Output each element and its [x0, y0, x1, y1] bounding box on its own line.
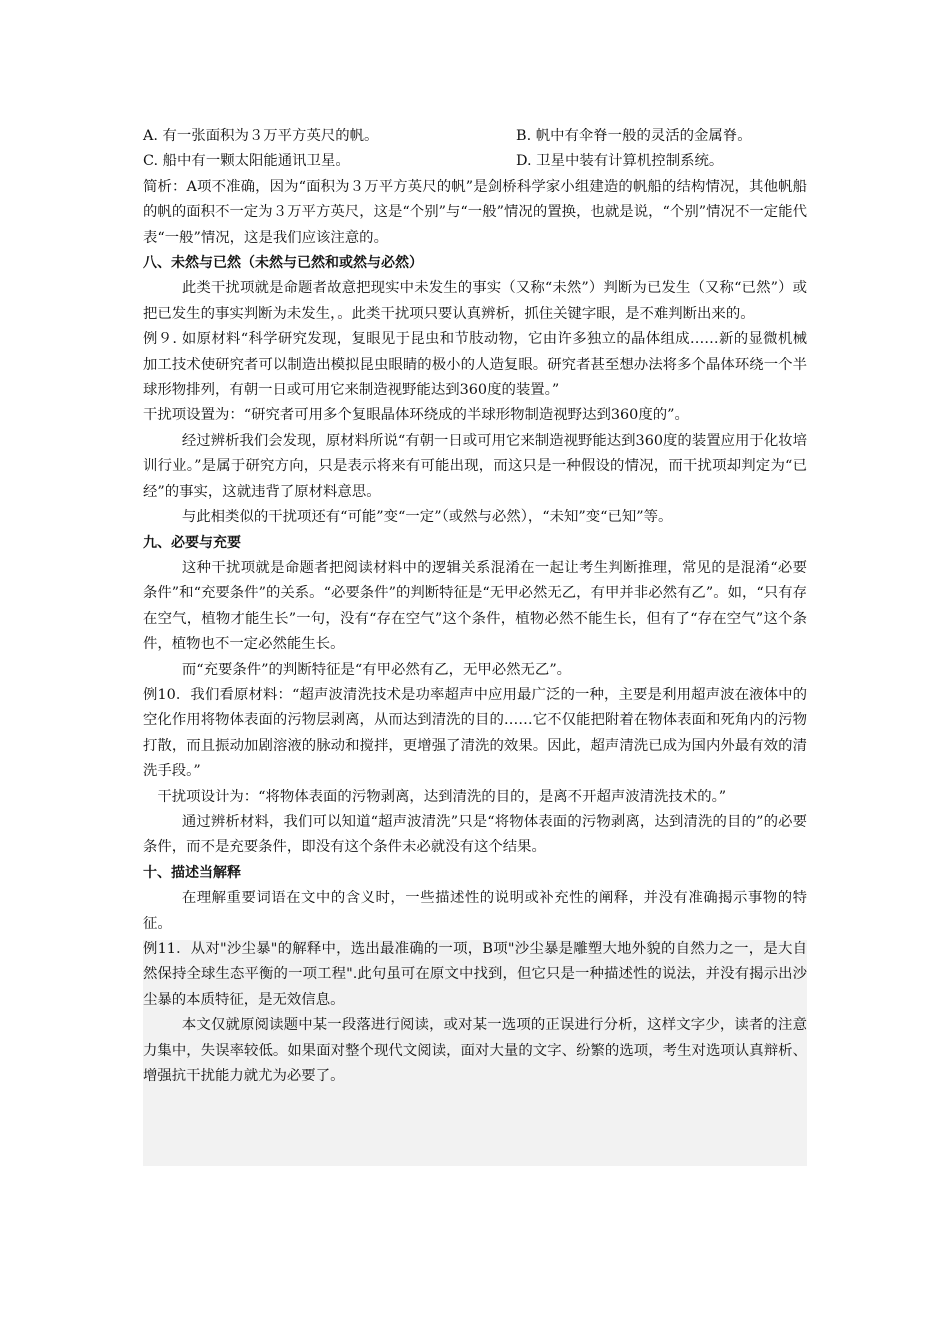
- example-9: 例９. 如原材料“科学研究发现，复眼见于昆虫和节肢动物，它由许多独立的晶体组成……新的显微机械加工技术使研究者可以制造出模拟昆虫眼睛的极小的人造复眼。研究者甚至想办法将多个晶体环绕一个半球形物排列，有朝一日或可用它来制造视野能达到360度的装置。”: [143, 331, 807, 399]
- analysis-9: 经过辨析我们会发现，原材料所说“有朝一日或可用它来制造视野能达到360度的装置应用于化妆培训行业。”是属于研究方向，只是表示将来有可能出现，而这只是一种假设的情况，而干扰项却判定为“已经”的事实，这就违背了原材料意思。: [143, 432, 807, 500]
- options-row-2: [143, 149, 807, 174]
- option-b: B. 帆中有伞脊一般的灵活的金属脊。: [516, 128, 752, 144]
- sufficient-condition: 而“充要条件”的判断特征是“有甲必然有乙，无甲必然无乙”。: [181, 661, 572, 678]
- section9-intro: 这种干扰项就是命题者把阅读材料中的逻辑关系混淆在一起让考生判断推理，常见的是混淆“必要条件”和“充要条件”的关系。“必要条件”的判断特征是“无甲必然无乙，有甲并非必然有乙”。如，“只有存在空气，植物才能生长”一句，没有“存在空气”这个条件，植物必然不能生长，但有了“存在空气”这个条件，植物也不一定必然能生长。: [143, 559, 807, 653]
- analysis-10: 通过辨析材料，我们可以知道“超声波清洗”只是“将物体表面的污物剥离，达到清洗的目的”的必要条件，而不是充要条件，即没有这个条件未必就没有这个结果。: [143, 813, 807, 856]
- document-page: [143, 124, 807, 1089]
- example-11: 例11．从对"沙尘暴"的解释中，选出最准确的一项，B项"沙尘暴是雕塑大地外貌的自然力之一，是大自然保持全球生态平衡的一项工程".此句虽可在原文中找到，但它只是一种描述性的说法，并没有揭示出沙尘暴的本质特征，是无效信息。: [143, 941, 807, 1008]
- section9-heading: 九、必要与充要: [143, 534, 241, 551]
- option-d: D. 卫星中装有计算机控制系统。: [516, 153, 724, 170]
- section10-intro: 在理解重要词语在文中的含义时，一些描述性的说明或补充性的阐释，并没有准确揭示事物的特征。: [143, 890, 807, 932]
- options-row-1: [143, 124, 807, 149]
- similar-distractors: 与此相类似的干扰项还有“可能”变“一定”（或然与必然），“未知”变“已知”等。: [181, 509, 673, 526]
- distractor-10: 干扰项设计为：“将物体表面的污物剥离，达到清洗的目的，是离不开超声波清洗技术的。”: [157, 788, 727, 805]
- distractor-9: 干扰项设置为：“研究者可用多个复眼晶体环绕成的半球形物制造视野达到360度的”。: [143, 407, 689, 424]
- option-c: C. 船中有一颗太阳能通讯卫星。: [143, 153, 350, 170]
- section8-heading: 八、未然与已然（未然与已然和或然与必然）: [143, 255, 423, 272]
- conclusion-paragraph: 本文仅就原阅读题中某一段落进行阅读，或对某一选项的正误进行分析，这样文字少，读者的注意力集中，失误率较低。如果面对整个现代文阅读，面对大量的文字、纷繁的选项，考生对选项认真辩析、增强抗干扰能力就尤为必要了。: [143, 1017, 807, 1085]
- section8-intro: 此类干扰项就是命题者故意把现实中未发生的事实（又称“未然”）判断为已发生（又称“已然”）或把已发生的事实判断为未发生，。此类干扰项只要认真辨析，抓住关键字眼，是不难判断出来的。: [143, 280, 807, 322]
- option-a: A. 有一张面积为３万平方英尺的帆。: [143, 128, 379, 144]
- example-10: 例10．我们看原材料：“超声波清洗技术是功率超声中应用最广泛的一种，主要是利用超声波在液体中的空化作用将物体表面的污物层剥离，从而达到清洗的目的……它不仅能把附着在物体表面和死角内的污物打散，而且振动加剧溶液的脉动和搅拌，更增强了清洗的效果。因此，超声清洗已成为国内外最有效的清洗手段。”: [143, 686, 807, 780]
- analysis-paragraph: 简析：A项不准确，因为“面积为３万平方英尺的帆”是剑桥科学家小组建造的帆船的结构情况，其他帆船的帆的面积不一定为３万平方英尺，这是“个别”与“一般”情况的置换，也就是说，“个别”情况不一定能代表“一般”情况，这是我们应该注意的。: [143, 178, 807, 246]
- section10-heading: 十、描述当解释: [143, 864, 241, 881]
